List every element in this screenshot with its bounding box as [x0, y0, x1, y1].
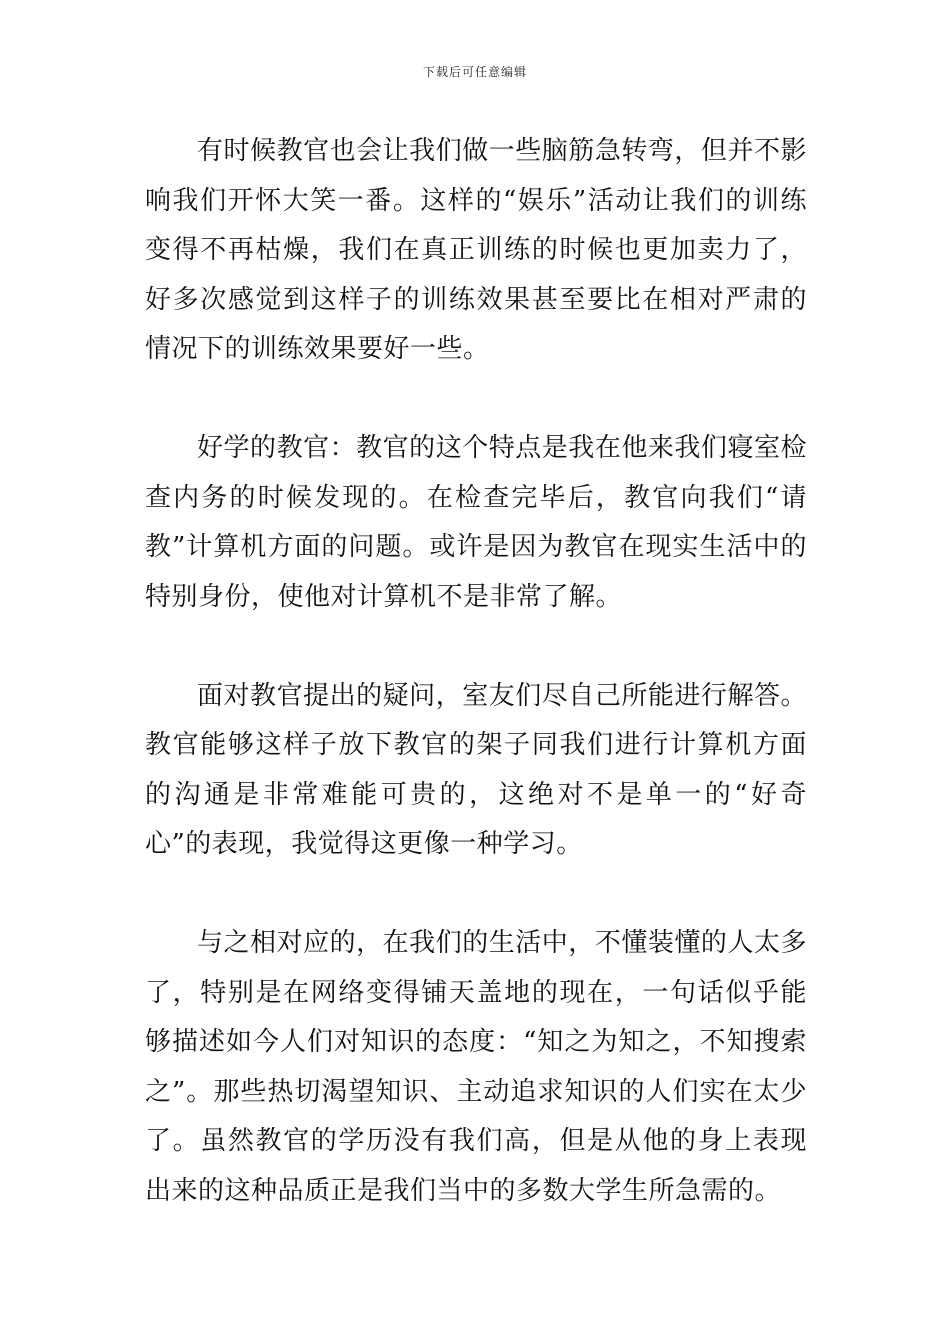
document-body — [145, 127, 807, 1216]
paragraph-4: 与之相对应的，在我们的生活中，不懂装懂的人太多了，特别是在网络变得铺天盖地的现在，一句话似乎能够描述如今人们对知识的态度：“知之为知之，不知搜索之”。那些热切渴望知识、主动追求知识的人们实在太少了。虽然教官的学历没有我们高，但是从他的身上表现出来的这种品质正是我们当中的多数大学生所急需的。 — [145, 928, 807, 1206]
paragraph-2: 好学的教官：教官的这个特点是我在他来我们寝室检查内务的时候发现的。在检查完毕后，教官向我们“请教”计算机方面的问题。或许是因为教官在现实生活中的特别身份，使他对计算机不是非常了解。 — [145, 433, 807, 612]
paragraph-1: 有时候教官也会让我们做一些脑筋急转弯，但并不影响我们开怀大笑一番。这样的“娱乐”活动让我们的训练变得不再枯燥，我们在真正训练的时候也更加卖力了，好多次感觉到这样子的训练效果甚至要比在相对严肃的情况下的训练效果要好一些。 — [145, 136, 807, 364]
paragraph-3: 面对教官提出的疑问，室友们尽自己所能进行解答。教官能够这样子放下教官的架子同我们进行计算机方面的沟通是非常难能可贵的，这绝对不是单一的“好奇心”的表现，我觉得这更像一种学习。 — [145, 680, 807, 859]
page-header: 下载后可任意编辑 — [422, 65, 527, 79]
